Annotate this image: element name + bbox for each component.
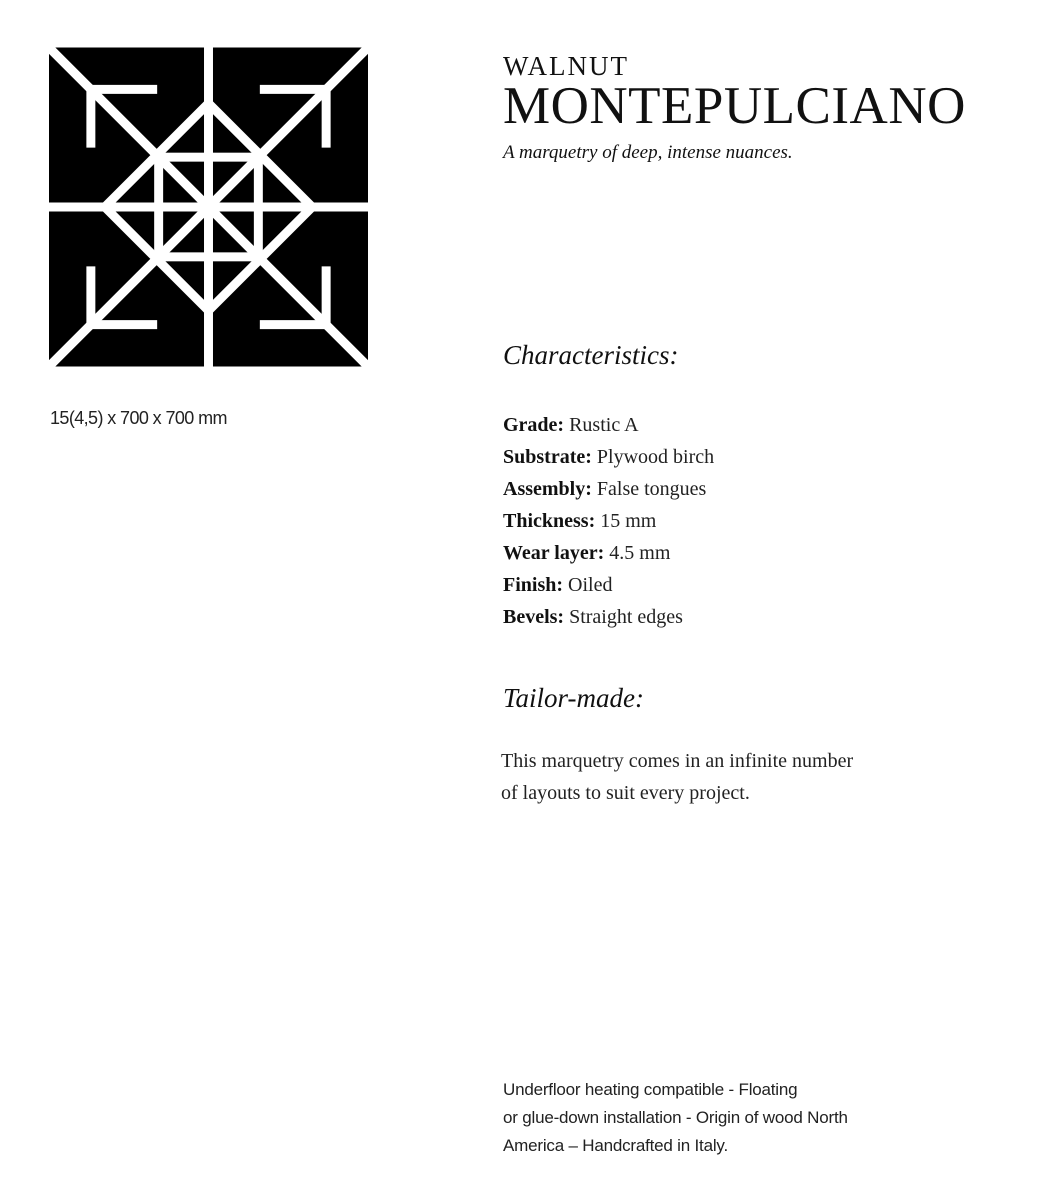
product-dimensions: 15(4,5) x 700 x 700 mm xyxy=(50,408,227,428)
spec-row-finish xyxy=(503,569,714,601)
tailor-made-line: of layouts to suit every project. xyxy=(501,782,750,804)
tailor-made-description xyxy=(501,745,853,809)
spec-label: Assembly: xyxy=(503,478,592,500)
spec-row-thickness xyxy=(503,505,714,537)
spec-value: False tongues xyxy=(596,478,707,500)
characteristics-list xyxy=(503,409,714,633)
spec-value: Oiled xyxy=(568,574,613,596)
tailor-made-title: Tailor-made: xyxy=(503,683,644,713)
spec-label: Thickness: xyxy=(503,510,596,532)
spec-label: Wear layer: xyxy=(503,542,605,564)
spec-value: Plywood birch xyxy=(596,446,715,468)
spec-row-grade xyxy=(503,409,714,441)
spec-value: 15 mm xyxy=(600,510,657,532)
footer-line: or glue-down installation - Origin of wood North xyxy=(503,1108,848,1127)
spec-row-assembly xyxy=(503,473,714,505)
tailor-made-line: This marquetry comes in an infinite number xyxy=(501,750,854,772)
spec-value: Straight edges xyxy=(569,606,683,628)
footer-line: Underfloor heating compatible - Floating xyxy=(503,1080,798,1099)
spec-row-substrate xyxy=(503,441,714,473)
product-header xyxy=(503,52,966,166)
spec-value: 4.5 mm xyxy=(609,542,671,564)
spec-label: Grade: xyxy=(503,414,565,436)
footer-line: America – Handcrafted in Italy. xyxy=(503,1136,728,1155)
product-title: MONTEPULCIANO xyxy=(503,77,966,135)
spec-label: Substrate: xyxy=(503,446,592,468)
spec-label: Bevels: xyxy=(503,606,565,628)
wood-species: WALNUT xyxy=(503,51,629,81)
characteristics-title: Characteristics: xyxy=(503,340,679,370)
spec-row-wear-layer xyxy=(503,537,714,569)
marquetry-pattern-icon xyxy=(49,47,368,367)
spec-label: Finish: xyxy=(503,574,564,596)
product-footer-notes xyxy=(503,1076,848,1160)
spec-value: Rustic A xyxy=(569,414,639,436)
product-tagline: A marquetry of deep, intense nuances. xyxy=(503,142,793,163)
spec-row-bevels xyxy=(503,601,714,633)
